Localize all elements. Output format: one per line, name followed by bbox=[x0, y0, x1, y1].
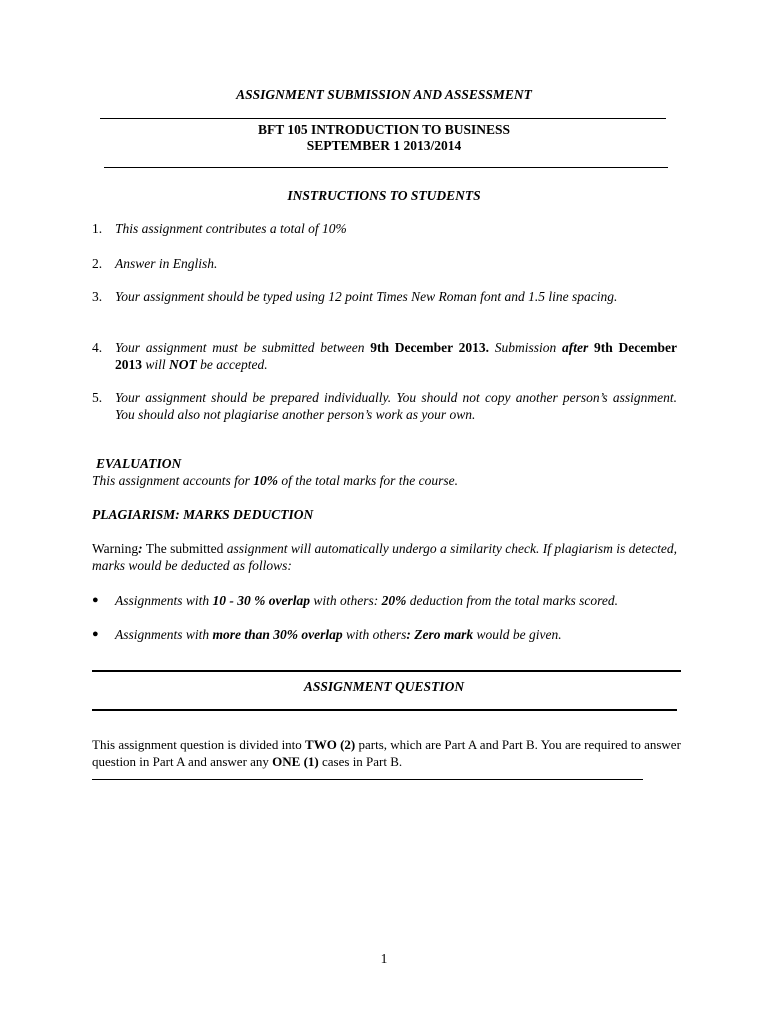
question-text bbox=[92, 736, 682, 770]
text-run: 20% bbox=[381, 593, 407, 608]
instructions-heading: INSTRUCTIONS TO STUDENTS bbox=[287, 188, 481, 203]
bullet-icon: ● bbox=[92, 594, 99, 606]
text-run: be accepted. bbox=[196, 357, 268, 372]
text-run: This assignment question is divided into bbox=[92, 737, 306, 752]
plagiarism-heading: PLAGIARISM: MARKS DEDUCTION bbox=[92, 507, 314, 522]
text-run: would be given. bbox=[473, 627, 562, 642]
text-run: 9th December 2013. bbox=[370, 340, 490, 355]
text-run: This assignment accounts for bbox=[92, 473, 254, 488]
text-run: TWO (2) bbox=[305, 737, 356, 752]
plagiarism-bullet bbox=[115, 626, 677, 643]
text-run: Assignments with bbox=[115, 593, 213, 608]
instruction-item: Answer in English. bbox=[115, 256, 218, 271]
course-title: BFT 105 INTRODUCTION TO BUSINESS bbox=[257, 122, 511, 137]
list-number: 4. bbox=[92, 340, 103, 355]
document-title: ASSIGNMENT SUBMISSION AND ASSESSMENT bbox=[236, 87, 532, 102]
list-number: 5. bbox=[92, 390, 103, 405]
text-run: Your assignment must be submitted between bbox=[115, 340, 371, 355]
question-heading: ASSIGNMENT QUESTION bbox=[303, 679, 465, 694]
text-run: of the total marks for the course. bbox=[278, 473, 458, 488]
instruction-item: This assignment contributes a total of 10% bbox=[115, 221, 347, 236]
list-number: 3. bbox=[92, 289, 103, 304]
text-run: ONE (1) bbox=[272, 754, 319, 769]
text-run: : bbox=[138, 541, 143, 556]
text-run: NOT bbox=[169, 357, 197, 372]
text-run: more than 30% overlap bbox=[212, 627, 343, 642]
text-run: will bbox=[142, 357, 170, 372]
text-run: with others: bbox=[310, 593, 382, 608]
header-divider-bottom bbox=[104, 167, 668, 168]
term-title: SEPTEMBER 1 2013/2014 bbox=[306, 138, 462, 153]
text-run: cases in Part B. bbox=[318, 754, 403, 769]
text-run: 10% bbox=[253, 473, 279, 488]
text-run: 10 - 30 % overlap bbox=[212, 593, 310, 608]
bullet-icon: ● bbox=[92, 628, 99, 640]
plagiarism-bullet bbox=[115, 592, 677, 609]
header-divider-top bbox=[100, 118, 666, 119]
text-run: assignment will automatically undergo a similarity check. If plagiarism is detected, marks would be deducted as follows: bbox=[92, 541, 678, 573]
evaluation-heading: EVALUATION bbox=[96, 456, 182, 471]
text-run: : Zero mark bbox=[406, 627, 474, 642]
text-run: parts, which are Part A and Part B. You are required to answer question in Part A and answer any bbox=[92, 737, 681, 769]
page-number: 1 bbox=[380, 951, 388, 966]
text-run: Submission bbox=[489, 340, 563, 355]
plagiarism-warning bbox=[92, 540, 677, 574]
text-run: deduction from the total marks scored. bbox=[406, 593, 618, 608]
evaluation-text bbox=[92, 472, 677, 489]
instruction-item bbox=[115, 339, 677, 373]
question-divider-top bbox=[92, 670, 681, 672]
text-run: 9th December 2013 bbox=[115, 340, 677, 372]
list-number: 2. bbox=[92, 256, 103, 271]
text-run: after bbox=[562, 340, 589, 355]
text-run: Warning bbox=[92, 541, 139, 556]
text-run: The submitted bbox=[142, 541, 227, 556]
instruction-item: Your assignment should be prepared individually. You should not copy another person’s assignment. You should also not plagiarise another person’s work as your own. bbox=[115, 390, 677, 422]
question-divider-bottom bbox=[92, 709, 677, 711]
question-divider-end bbox=[92, 779, 643, 780]
instruction-item: Your assignment should be typed using 12 point Times New Roman font and 1.5 line spacing. bbox=[115, 289, 618, 304]
text-run: Assignments with bbox=[115, 627, 213, 642]
list-number: 1. bbox=[92, 221, 103, 236]
text-run: with others bbox=[342, 627, 407, 642]
